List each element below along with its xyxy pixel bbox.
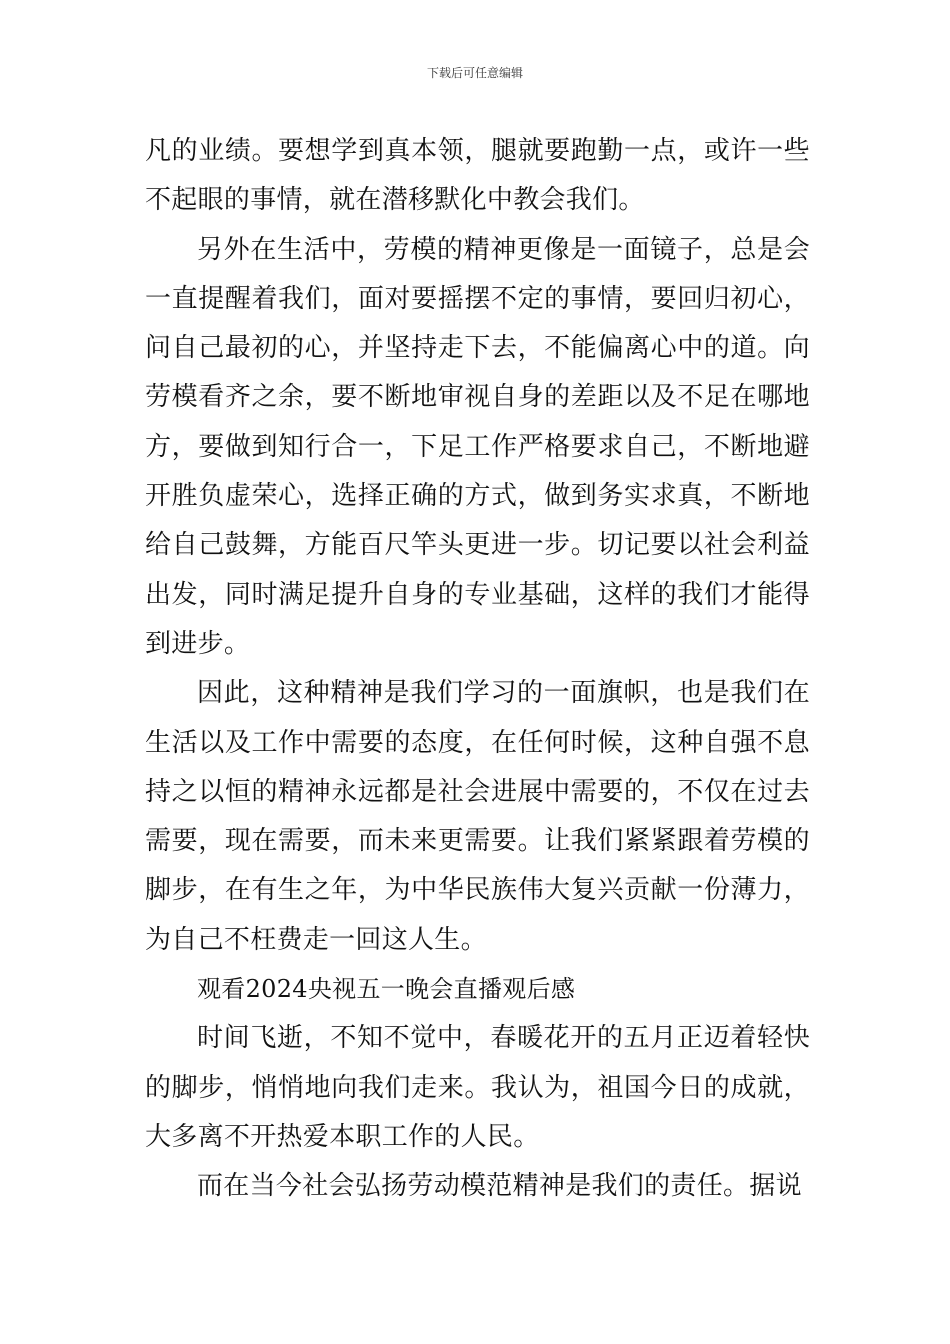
paragraph-continuation: 凡的业绩。要想学到真本领，腿就要跑勤一点，或许一些不起眼的事情，就在潜移默化中教会我们。 <box>145 136 810 216</box>
paragraph-banner: 因此，这种精神是我们学习的一面旗帜，也是我们在生活以及工作中需要的态度，在任何时候，这种自强不息持之以恒的精神永远都是社会进展中需要的，不仅在过去需要，现在需要，而未来更需要。让我们紧紧跟着劳模的脚步，在有生之年，为中华民族伟大复兴贡献一份薄力，为自己不枉费走一回这人生。 <box>145 678 810 955</box>
paragraph-mirror: 另外在生活中，劳模的精神更像是一面镜子，总是会一直提醒着我们，面对要摇摆不定的事情，要回归初心，问自己最初的心，并坚持走下去，不能偏离心中的道。向劳模看齐之余，要不断地审视自身的差距以及不足在哪地方，要做到知行合一，下足工作严格要求自己，不断地避开胜负虚荣心，选择正确的方式，做到务实求真，不断地给自己鼓舞，方能百尺竿头更进一步。切记要以社会利益出发，同时满足提升自身的专业基础，这样的我们才能得到进步。 <box>145 234 810 659</box>
page-header: 下载后可任意编辑 <box>426 66 523 80</box>
section-title: 观看2024央视五一晚会直播观后感 <box>197 975 576 1004</box>
document-body <box>145 127 810 1212</box>
paragraph-duty: 而在当今社会弘扬劳动模范精神是我们的责任。据说 <box>197 1171 802 1202</box>
paragraph-time: 时间飞逝，不知不觉中，春暖花开的五月正迈着轻快的脚步，悄悄地向我们走来。我认为，祖国今日的成就，大多离不开热爱本职工作的人民。 <box>145 1023 810 1152</box>
